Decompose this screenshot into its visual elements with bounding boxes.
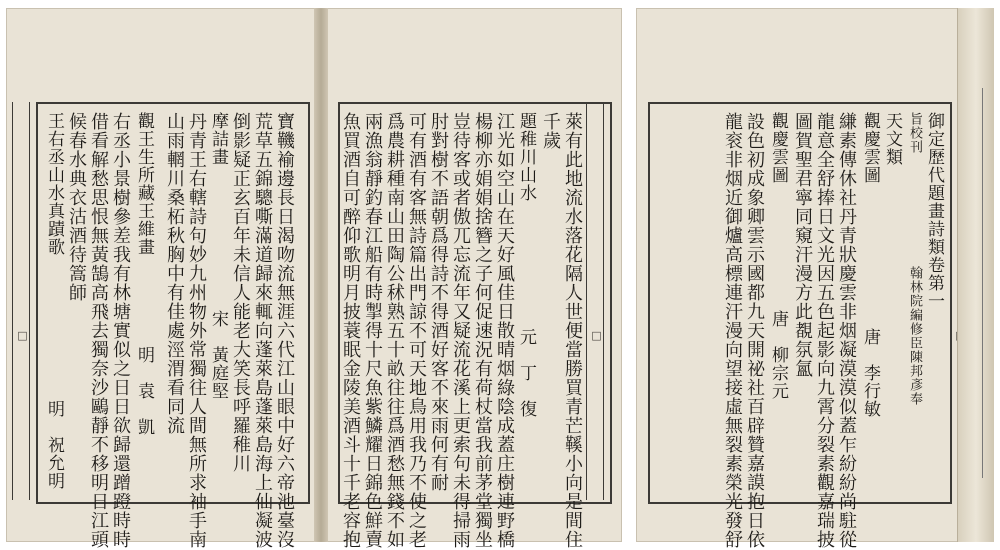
text-column: 爲農耕種南山田陶公秫熟五十畝往往爲酒愁無錢不如: [384, 112, 405, 549]
editor-line: 旨校刊 翰林院編修臣陳邦彥奉: [907, 112, 922, 406]
text-column: 千歲: [540, 112, 561, 150]
banxin-middle: □: [586, 102, 604, 500]
text-column: 倒影疑正玄百年未信人能老大笑長呼羅稚川: [230, 112, 251, 473]
poem-title: 觀王生所藏王維畫 明 袁 凱: [134, 112, 154, 436]
text-column: 借看解愁思恨無黃鵠高飛去獨奈沙鷗靜不移明日江頭: [88, 112, 109, 549]
text-column: 江光如空山在天好風佳日散晴烟綠陰成蓋庄樹連野橋: [494, 112, 515, 549]
text-column: 丹青王右轄詩句妙九州物外常獨往人間無所求袖手南: [186, 112, 207, 549]
text-column: 可有酒有客無詩篇出門諒不可天地鳥用我乃不使之老: [406, 112, 427, 549]
text-column: 豈待客或者傲兀忘流年又疑流花溪上更索句未得掃雨: [450, 112, 471, 549]
book-gutter: [314, 8, 328, 542]
text-column: 龍衮非烟近御爐高標連汗漫向望接虛無裂素榮光發舒: [722, 112, 743, 549]
text-column: 候春水典衣沽酒待篙師: [66, 112, 87, 302]
text-column: 兩漁翁靜釣春江船有時掣得十尺魚紫鱗耀日錦色鮮賣: [362, 112, 383, 549]
volume-title: 御定歷代題畫詩類卷第一: [924, 112, 944, 310]
category-heading: 天文類: [882, 112, 902, 166]
poem-title: 觀慶雲圖 唐 柳宗元: [768, 112, 788, 400]
text-column: 萊有此地流水落花隔人世便當勝買青芒鞵小向是間住: [562, 112, 583, 549]
text-column: 右丞小景樹參差我有林塘實似之日日欲歸還蹭蹬時時: [110, 112, 131, 549]
text-column: 龍意全舒捧日文光因五色起影向九霄分裂素觀嘉瑞披: [814, 112, 835, 549]
text-column: 山雨輞川桑柘秋胸中有佳處涇渭看同流: [164, 112, 185, 435]
text-column: 縑素傳休社丹青狀慶雲非烟凝漠漠似蓋乍紛紛尚駐從: [836, 112, 857, 549]
text-column: 設色初成象卿雲示國都九天開祕社百辟贊嘉謨抱日依: [744, 112, 765, 549]
book-spine: [957, 8, 994, 542]
poem-title: 王右丞山水真蹟歌 明 祝允明: [44, 112, 64, 490]
text-column: 圖賀聖君寧同窺汗漫方此覩氛氳: [792, 112, 813, 378]
text-column: 荒草五錦驄嘶滿道歸來輒向蓬萊島蓬萊島海上仙凝波: [252, 112, 273, 549]
poem-title: 觀慶雲圖 唐 李行敏: [860, 112, 880, 418]
left-book-spread: [6, 8, 622, 549]
text-column: 肘對樹不語朝爲得詩不得酒好客不來雨何有耐: [428, 112, 449, 492]
text-column: 魚買酒自可醉仰歌明月披蓑眠金陵美酒斗十千老容抱: [340, 112, 361, 549]
banxin-left: □: [12, 102, 30, 500]
poem-title: 摩詰畫 宋 黃庭堅: [208, 112, 228, 400]
text-column: 寶鞿褕邊長日渴吻流無涯六代江山眼中好六帝池臺沒: [274, 112, 295, 549]
right-book-page: [636, 8, 994, 549]
poem-title: 題稚川山水 元 丁 復: [516, 112, 536, 418]
text-column: 楊柳亦娟娟捨簪之子何促速況有荷杖當我前茅堂獨坐: [472, 112, 493, 549]
